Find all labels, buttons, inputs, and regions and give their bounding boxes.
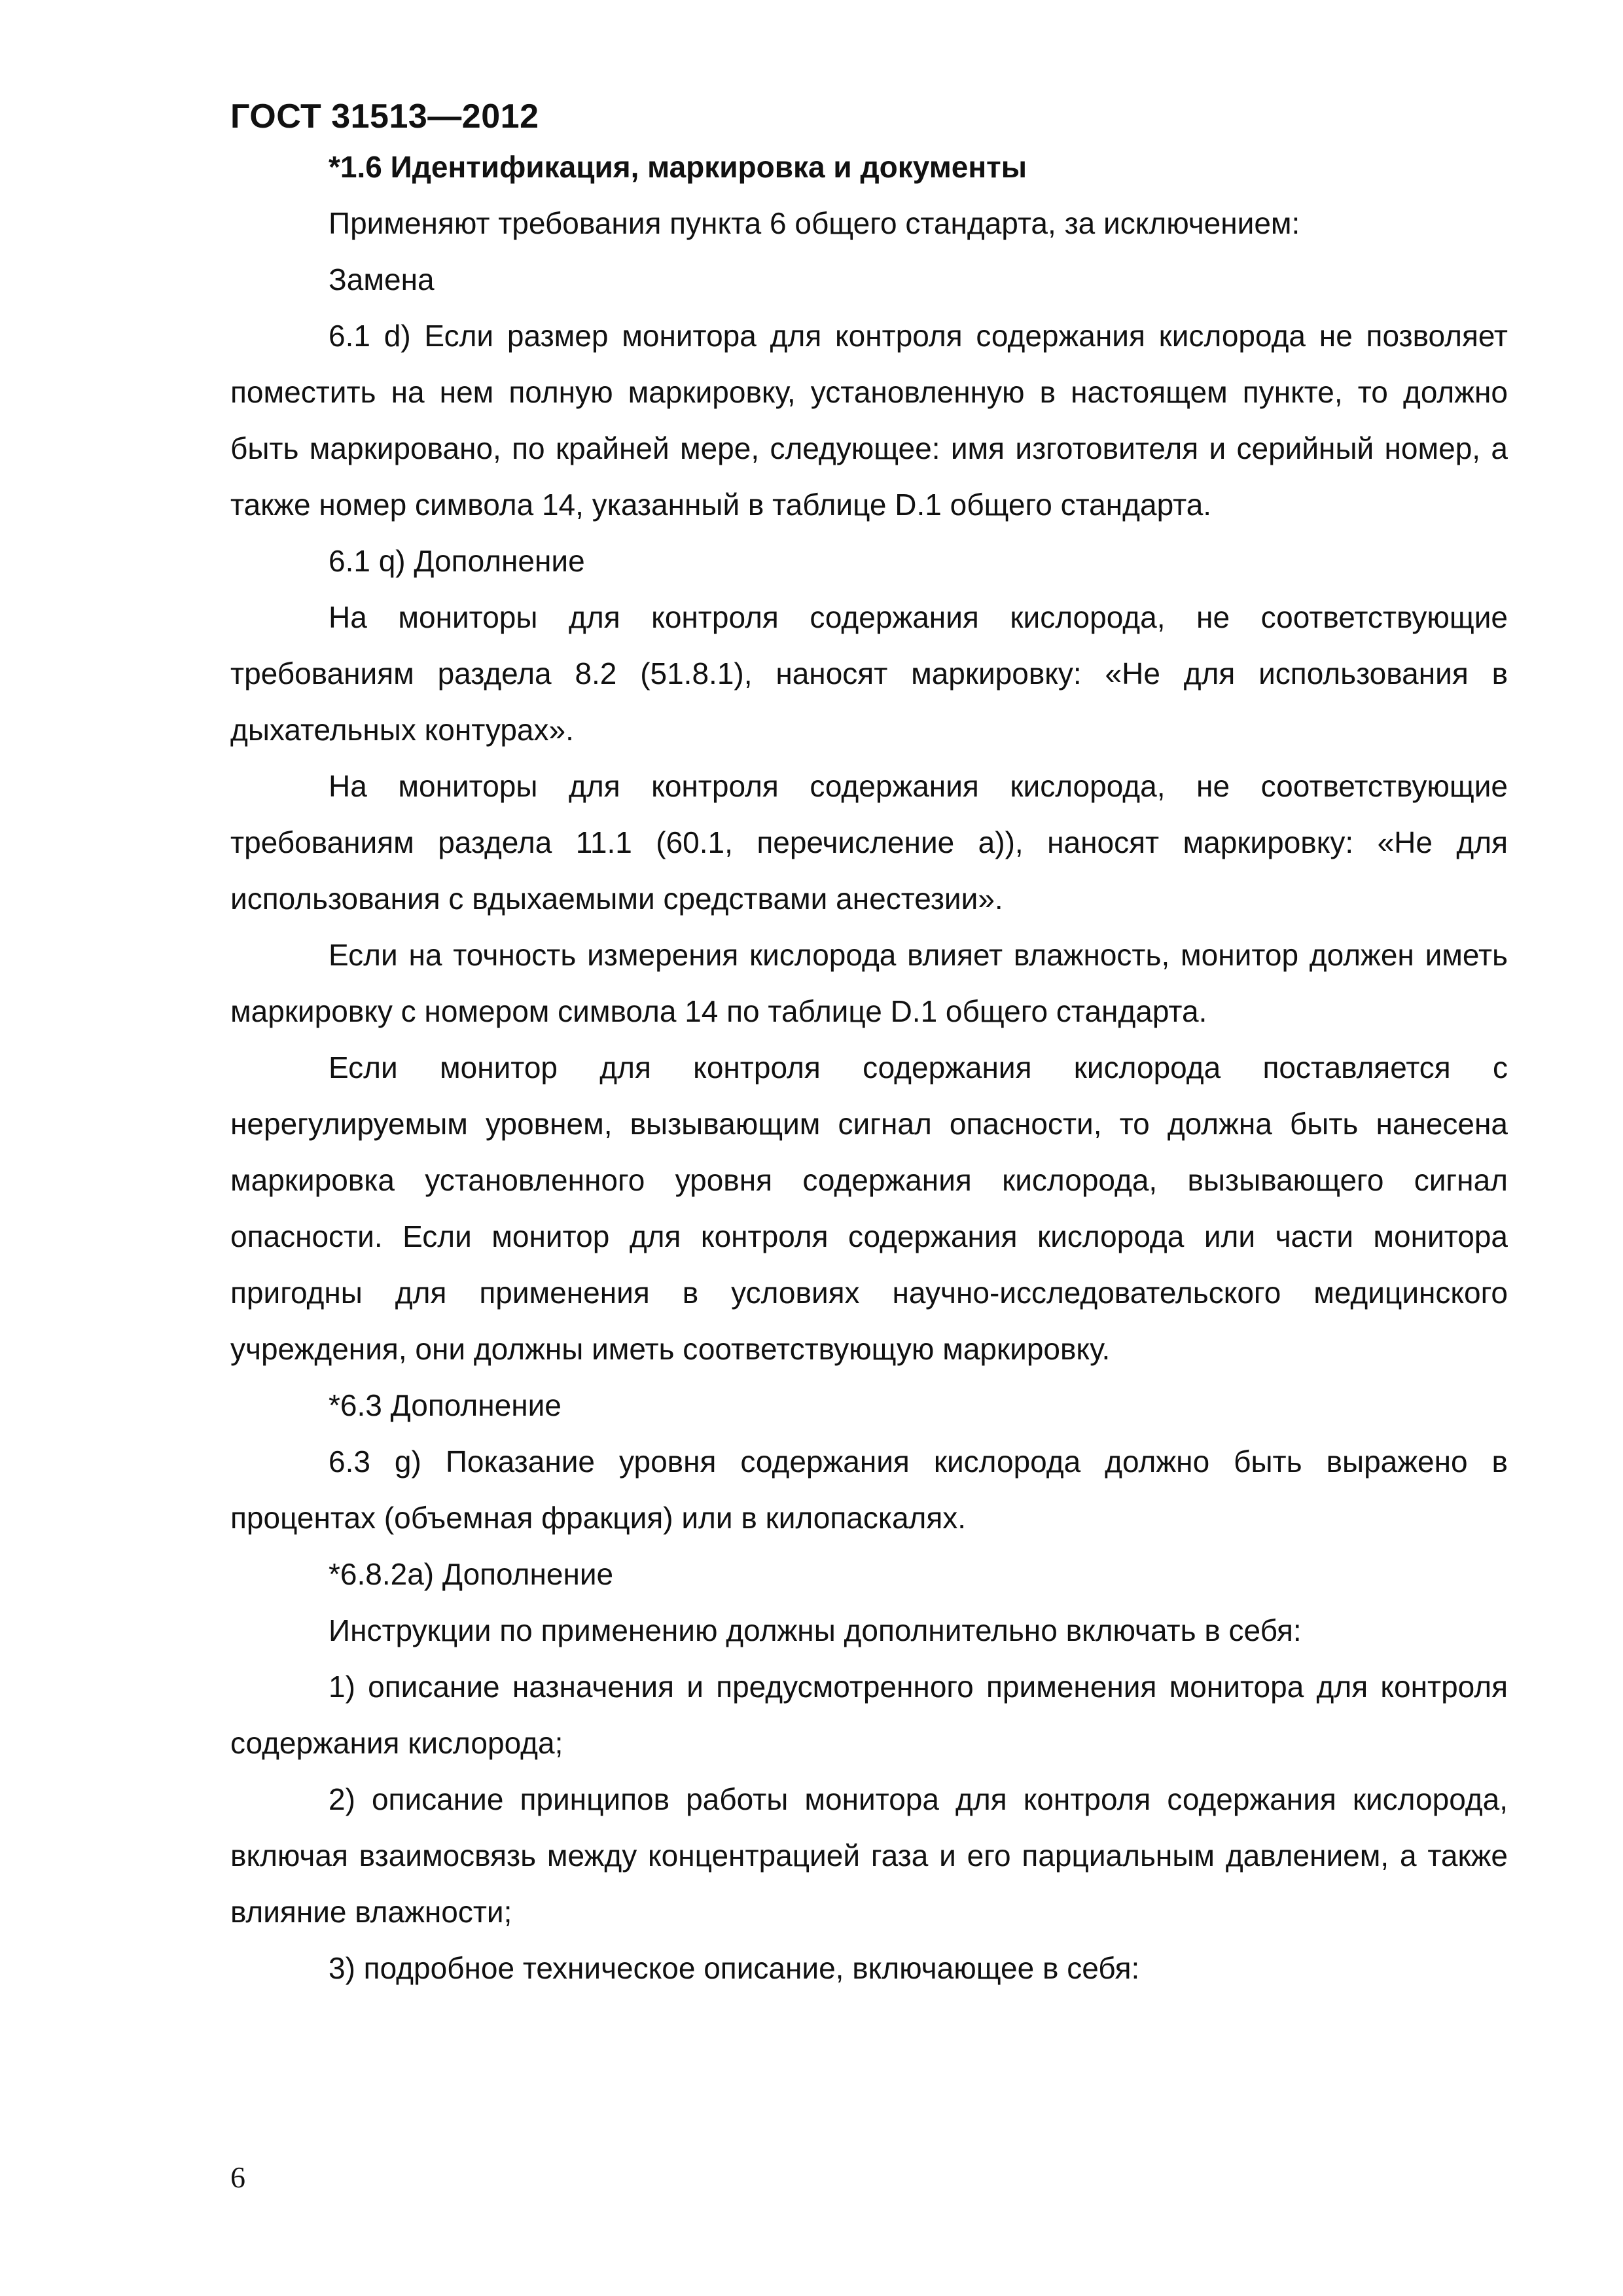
paragraph: Применяют требования пункта 6 общего стандарта, за исключением: [329,206,1300,240]
subsection-label: *6.8.2a) Дополнение [329,1557,614,1591]
paragraph: Замена [329,262,435,296]
page-number: 6 [230,2161,245,2194]
list-item: 3) подробное техническое описание, включающее в себя: [329,1951,1140,1985]
document-body [230,139,1508,1996]
list-item: 1) описание назначения и предусмотренного применения монитора для контроля содержания кислорода; [230,1670,1508,1760]
paragraph: Инструкции по применению должны дополнительно включать в себя: [329,1613,1302,1647]
paragraph: 6.1 d) Если размер монитора для контроля содержания кислорода не позволяет поместить на нем полную маркировку, установленную в настоящем пункте, то должно быть маркировано, по крайней мере, следующее: имя изготовителя и серийный номер, а также номер символа 14, указанный в таблице D.1 общего стандарта. [230,319,1508,522]
section-heading: *1.6 Идентификация, маркировка и документы [329,150,1027,184]
subsection-label: *6.3 Дополнение [329,1388,562,1422]
paragraph: На мониторы для контроля содержания кислорода, не соответствующие требованиям раздела 8.2 (51.8.1), наносят маркировку: «Не для использования в дыхательных контурах». [230,600,1508,747]
paragraph: Если монитор для контроля содержания кислорода поставляется с нерегулируемым уровнем, вызывающим сигнал опасности, то должна быть нанесена маркировка установленного уровня содержания кислорода, вызывающего сигнал опасности. Если монитор для контроля содержания кислорода или части монитора пригодны для применения в условиях научно-исследовательского медицинского учреждения, они должны иметь соответствующую маркировку. [230,1050,1508,1366]
list-item: 2) описание принципов работы монитора для контроля содержания кислорода, включая взаимосвязь между концентрацией газа и его парциальным давлением, а также влияние влажности; [230,1782,1508,1929]
paragraph: На мониторы для контроля содержания кислорода, не соответствующие требованиям раздела 11.1 (60.1, перечисление а)), наносят маркировку: «Не для использования с вдыхаемыми средствами анестезии». [230,769,1508,916]
paragraph: Если на точность измерения кислорода влияет влажность, монитор должен иметь маркировку с номером символа 14 по таблице D.1 общего стандарта. [230,938,1508,1028]
subsection-label: 6.1 q) Дополнение [329,544,585,578]
document-code: ГОСТ 31513—2012 [230,98,539,135]
paragraph: 6.3 g) Показание уровня содержания кислорода должно быть выражено в процентах (объемная фракция) или в килопаскалях. [230,1444,1508,1535]
